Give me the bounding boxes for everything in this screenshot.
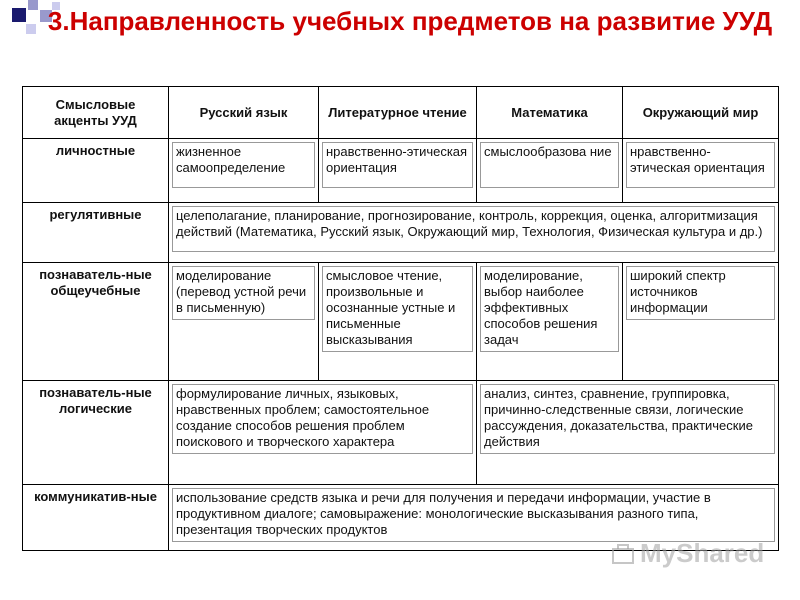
cell-text: смыслообразова ние <box>480 142 619 188</box>
table-row <box>23 139 779 203</box>
table-cell <box>169 263 319 381</box>
table-cell <box>623 263 779 381</box>
row-label: регулятивные <box>23 203 169 263</box>
table-cell <box>477 139 623 203</box>
row-label: познаватель-ные логические <box>23 381 169 485</box>
cell-text: жизненное самоопределение <box>172 142 315 188</box>
table-cell <box>319 139 477 203</box>
row-label: познаватель-ные общеучебные <box>23 263 169 381</box>
slide-title: 3.Направленность учебных предметов на развитие УУД <box>47 6 773 36</box>
header-cell: Смысловые акценты УУД <box>23 87 169 139</box>
table-header-row <box>23 87 779 139</box>
cell-text: моделирование, выбор наиболее эффективных способов решения задач <box>480 266 619 352</box>
table-cell <box>623 139 779 203</box>
table-cell <box>319 263 477 381</box>
cell-text: моделирование (перевод устной речи в письменную) <box>172 266 315 320</box>
cell-text: формулирование личных, языковых, нравственных проблем; самостоятельное создание способов решения проблем поискового и творческого характера <box>172 384 473 454</box>
cell-text: нравственно-этическая ориентация <box>322 142 473 188</box>
row-label: коммуникатив-ные <box>23 485 169 551</box>
deco-square-4 <box>26 24 36 34</box>
header-cell: Математика <box>477 87 623 139</box>
watermark-logo-icon <box>610 541 636 567</box>
table-cell <box>169 139 319 203</box>
header-cell: Русский язык <box>169 87 319 139</box>
cell-text: нравственно-этическая ориентация <box>626 142 775 188</box>
cell-text: целеполагание, планирование, прогнозирование, контроль, коррекция, оценка, алгоритмизация действий (Математика, Русский язык, Окружающий мир, Технология, Физическая культура и др.) <box>172 206 775 252</box>
header-cell: Окружающий мир <box>623 87 779 139</box>
cell-text: использование средств языка и речи для получения и передачи информации, участие в продуктивном диалоге; самовыражение: монологические высказывания разного типа, презентация творческих продуктов <box>172 488 775 542</box>
row-label: личностные <box>23 139 169 203</box>
deco-square-2 <box>28 0 38 10</box>
table-row <box>23 203 779 263</box>
cell-text: смысловое чтение, произвольные и осознанные устные и письменные высказывания <box>322 266 473 352</box>
table-cell-merged <box>477 381 779 485</box>
header-cell: Литературное чтение <box>319 87 477 139</box>
table-cell <box>477 263 623 381</box>
deco-square-1 <box>12 8 26 22</box>
table-row <box>23 263 779 381</box>
uud-table <box>22 86 779 551</box>
watermark-text: MyShared <box>640 538 765 568</box>
table-row <box>23 381 779 485</box>
cell-text: анализ, синтез, сравнение, группировка, причинно-следственные связи, логические рассуждения, доказательства, практические действия <box>480 384 775 454</box>
table-cell-merged <box>169 381 477 485</box>
table-cell-merged <box>169 203 779 263</box>
cell-text: широкий спектр источников информации <box>626 266 775 320</box>
